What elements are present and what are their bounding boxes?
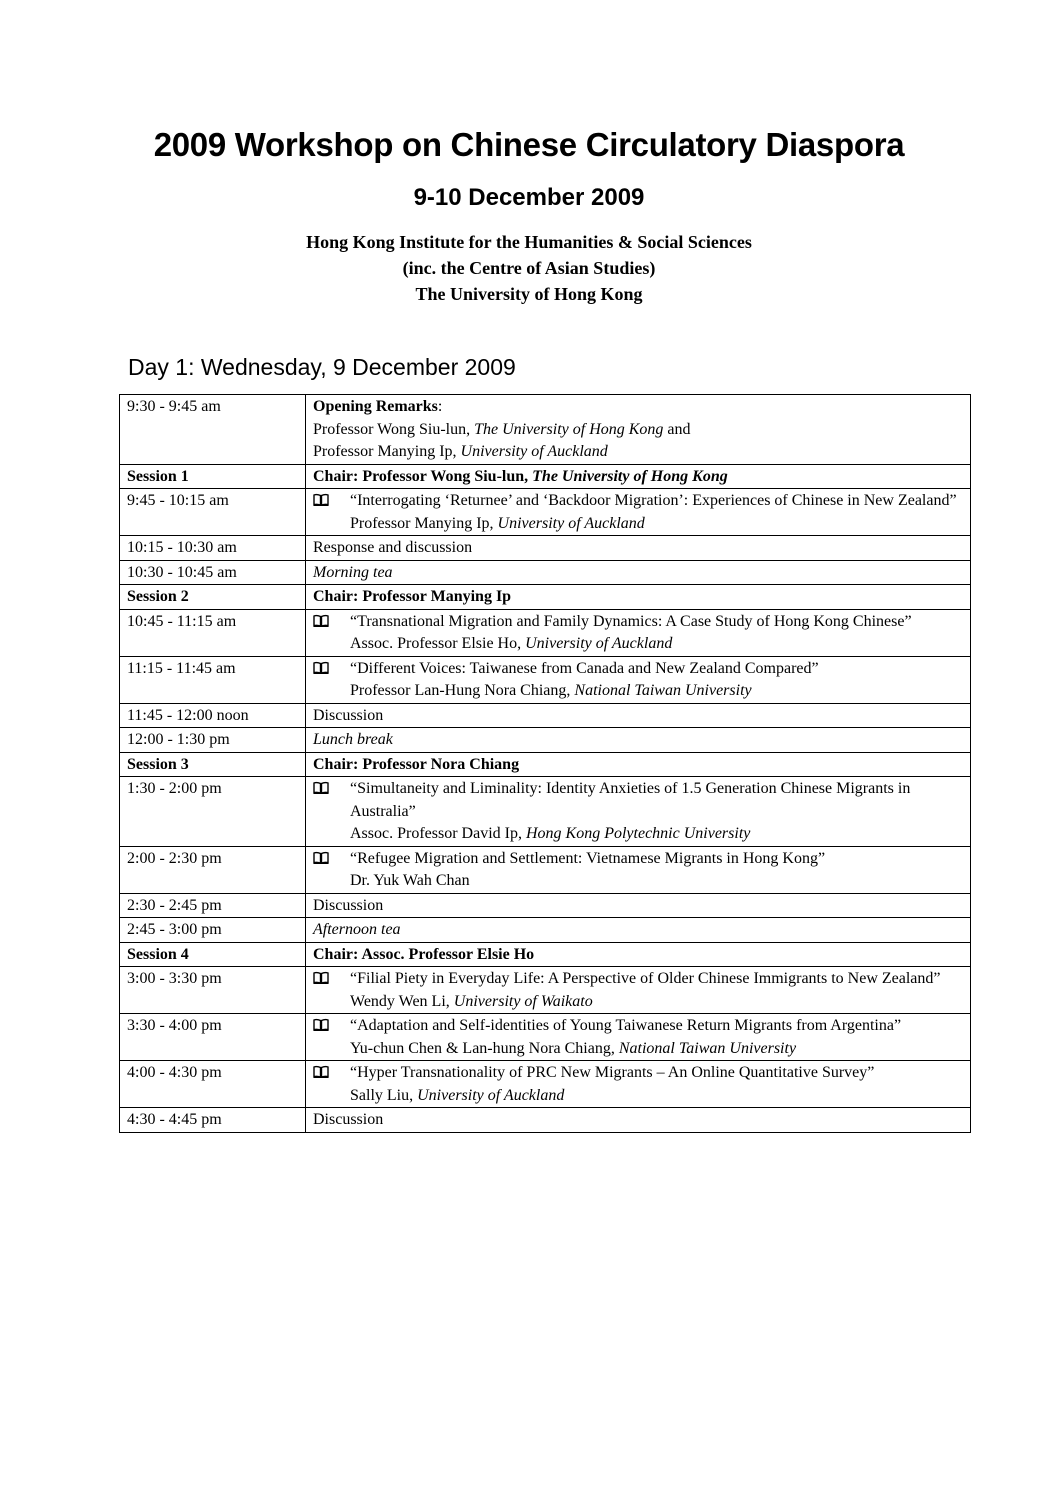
speaker-name: Sally Liu, <box>350 1086 418 1104</box>
time-slot: 12:00 - 1:30 pm <box>127 731 230 748</box>
session-chair <box>313 466 964 489</box>
time-cell <box>120 1108 306 1133</box>
break-label: Lunch break <box>313 731 393 748</box>
schedule-row <box>120 656 971 703</box>
talk-title: “Filial Piety in Everyday Life: A Perspective of Older Chinese Immigrants to New Zealand” <box>350 970 941 987</box>
schedule-row <box>120 1014 971 1061</box>
content-cell <box>306 489 971 536</box>
day-heading: Day 1: Wednesday, 9 December 2009 <box>128 354 516 380</box>
talk-title: “Simultaneity and Liminality: Identity Anxieties of 1.5 Generation Chinese Migrants in Australia” <box>350 780 911 820</box>
time-slot: 4:00 - 4:30 pm <box>127 1064 222 1081</box>
speaker-name: Professor Manying Ip, <box>350 514 498 532</box>
content-cell <box>306 893 971 918</box>
content-cell <box>306 585 971 610</box>
talk-entry <box>313 490 964 535</box>
break-label: Morning tea <box>313 563 393 581</box>
schedule-row <box>120 703 971 728</box>
talk-speaker-line <box>350 1085 964 1108</box>
talk-speaker-line <box>350 513 964 536</box>
schedule-body <box>120 395 971 1133</box>
content-cell <box>306 777 971 847</box>
time-cell <box>120 609 306 656</box>
schedule-row <box>120 728 971 753</box>
talk-title: “Transnational Migration and Family Dynamics: A Case Study of Hong Kong Chinese” <box>350 612 912 630</box>
schedule-row <box>120 918 971 943</box>
time-cell <box>120 560 306 585</box>
talk-entry <box>313 968 964 1013</box>
time-slot: 11:15 - 11:45 am <box>127 659 236 677</box>
time-cell <box>120 918 306 943</box>
schedule-row <box>120 846 971 893</box>
content-cell <box>306 656 971 703</box>
open-book-icon <box>313 848 350 893</box>
time-slot: 2:45 - 3:00 pm <box>127 921 222 938</box>
speaker-affiliation: National Taiwan University <box>574 682 752 699</box>
talk-body <box>350 658 964 703</box>
schedule-row <box>120 395 971 465</box>
time-cell <box>120 536 306 561</box>
talk-title: “Interrogating ‘Returnee’ and ‘Backdoor Migration’: Experiences of Chinese in New Zealand” <box>350 492 957 509</box>
speaker-affiliation: University of Auckland <box>460 443 608 460</box>
chair-name: : Professor Wong Siu-lun, <box>353 467 533 485</box>
talk-title: “Hyper Transnationality of PRC New Migrants – An Online Quantitative Survey” <box>350 1064 875 1081</box>
time-cell <box>120 893 306 918</box>
opening-heading <box>313 396 964 419</box>
speaker-name: Professor Wong Siu-lun, <box>313 420 475 438</box>
schedule-row <box>120 777 971 847</box>
content-cell <box>306 703 971 728</box>
speaker-affiliation: University of Auckland <box>417 1086 565 1104</box>
opening-speaker-line <box>313 419 964 442</box>
time-cell <box>120 728 306 753</box>
content-cell <box>306 395 971 465</box>
schedule-row <box>120 585 971 610</box>
schedule-row <box>120 464 971 489</box>
time-slot: 9:30 - 9:45 am <box>127 398 221 415</box>
speaker-name: Assoc. Professor Elsie Ho, <box>350 635 526 652</box>
time-cell <box>120 585 306 610</box>
talk-body <box>350 968 964 1013</box>
time-slot: 9:45 - 10:15 am <box>127 492 229 509</box>
time-cell <box>120 942 306 967</box>
chair-affiliation: The University of Hong Kong <box>532 467 728 485</box>
time-cell <box>120 395 306 465</box>
activity-label: Discussion <box>313 896 384 914</box>
schedule-row <box>120 752 971 777</box>
talk-entry <box>313 848 964 893</box>
time-slot: 2:00 - 2:30 pm <box>127 849 222 867</box>
session-chair <box>313 586 964 609</box>
talk-entry <box>313 778 964 846</box>
institution-block <box>0 229 1058 307</box>
workshop-dates: 9-10 December 2009 <box>413 184 645 211</box>
open-book-icon <box>313 611 350 656</box>
talk-title: “Different Voices: Taiwanese from Canada and New Zealand Compared” <box>350 659 819 677</box>
content-cell <box>306 560 971 585</box>
talk-body <box>350 490 964 535</box>
chair-prefix: Chair <box>313 588 353 605</box>
chair-prefix: Chair <box>313 467 353 485</box>
time-cell <box>120 1061 306 1108</box>
open-book-icon <box>313 1015 350 1060</box>
break-label: Afternoon tea <box>313 921 401 938</box>
content-cell <box>306 1061 971 1108</box>
schedule-row <box>120 893 971 918</box>
content-cell <box>306 752 971 777</box>
institution-line: Hong Kong Institute for the Humanities & Social Sciences <box>306 232 752 252</box>
talk-entry <box>313 1062 964 1107</box>
talk-speaker-line <box>350 1038 964 1061</box>
workshop-title: 2009 Workshop on Chinese Circulatory Diaspora <box>153 126 905 163</box>
content-cell <box>306 728 971 753</box>
time-slot: 3:30 - 4:00 pm <box>127 1017 222 1034</box>
speaker-affiliation: University of Waikato <box>453 992 593 1010</box>
schedule-row <box>120 1061 971 1108</box>
content-cell <box>306 918 971 943</box>
talk-body <box>350 848 964 893</box>
open-book-icon <box>313 658 350 703</box>
schedule-row <box>120 967 971 1014</box>
content-cell <box>306 464 971 489</box>
speaker-name: Professor Manying Ip, <box>313 443 461 460</box>
content-cell <box>306 1014 971 1061</box>
activity-label: Response and discussion <box>313 539 473 556</box>
time-slot: 2:30 - 2:45 pm <box>127 896 222 914</box>
speaker-affiliation: University of Auckland <box>497 514 645 532</box>
speaker-affiliation: University of Auckland <box>525 635 673 652</box>
chair-prefix: Chair <box>313 945 353 963</box>
time-cell <box>120 703 306 728</box>
speaker-affiliation: The University of Hong Kong <box>474 420 664 438</box>
institution-line: The University of Hong Kong <box>415 284 643 304</box>
talk-body <box>350 1015 964 1060</box>
time-slot: 11:45 - 12:00 noon <box>127 706 249 724</box>
speaker-affiliation: Hong Kong Polytechnic University <box>525 825 751 842</box>
chair-prefix: Chair <box>313 755 353 773</box>
schedule-row <box>120 489 971 536</box>
speaker-name: Dr. Yuk Wah Chan <box>350 872 470 889</box>
time-cell <box>120 489 306 536</box>
time-slot: 3:00 - 3:30 pm <box>127 970 222 987</box>
time-slot: 10:30 - 10:45 am <box>127 563 237 581</box>
punctuation: : <box>437 398 443 415</box>
talk-speaker-line <box>350 823 964 846</box>
talk-entry <box>313 1015 964 1060</box>
time-cell <box>120 752 306 777</box>
speaker-affiliation: National Taiwan University <box>618 1039 797 1057</box>
time-cell <box>120 1014 306 1061</box>
speaker-name: Wendy Wen Li, <box>350 992 454 1010</box>
talk-entry <box>313 658 964 703</box>
activity-label: Discussion <box>313 706 384 724</box>
open-book-icon <box>313 968 350 1013</box>
opening-speaker-line <box>313 441 964 464</box>
content-cell <box>306 609 971 656</box>
talk-speaker-line <box>350 870 964 893</box>
session-label: Session 4 <box>127 945 189 963</box>
connector-text: and <box>663 420 691 438</box>
time-slot: 10:15 - 10:30 am <box>127 539 237 556</box>
content-cell <box>306 967 971 1014</box>
time-slot: 10:45 - 11:15 am <box>127 612 237 630</box>
talk-entry <box>313 611 964 656</box>
schedule-row <box>120 942 971 967</box>
talk-title: “Adaptation and Self-identities of Young Taiwanese Return Migrants from Argentina” <box>350 1017 902 1034</box>
talk-title: “Refugee Migration and Settlement: Vietnamese Migrants in Hong Kong” <box>350 849 826 867</box>
talk-speaker-line <box>350 991 964 1014</box>
speaker-name: Assoc. Professor David Ip, <box>350 825 526 842</box>
content-cell <box>306 942 971 967</box>
time-slot: 1:30 - 2:00 pm <box>127 780 222 797</box>
activity-label: Discussion <box>313 1111 384 1128</box>
open-book-icon <box>313 778 350 846</box>
time-cell <box>120 967 306 1014</box>
talk-body <box>350 778 964 846</box>
time-cell <box>120 464 306 489</box>
talk-body <box>350 611 964 656</box>
schedule-row <box>120 560 971 585</box>
chair-name: : Professor Manying Ip <box>353 588 512 605</box>
open-book-icon <box>313 490 350 535</box>
schedule-row <box>120 609 971 656</box>
talk-speaker-line <box>350 633 964 656</box>
content-cell <box>306 1108 971 1133</box>
session-chair <box>313 944 964 967</box>
session-label: Session 1 <box>127 467 189 485</box>
chair-name: : Professor Nora Chiang <box>353 755 520 773</box>
schedule-row <box>120 1108 971 1133</box>
content-cell <box>306 536 971 561</box>
opening-label: Opening Remarks <box>313 398 438 415</box>
schedule-table <box>119 394 971 1133</box>
chair-name: : Assoc. Professor Elsie Ho <box>353 945 535 963</box>
speaker-name: Professor Lan-Hung Nora Chiang, <box>350 682 575 699</box>
open-book-icon <box>313 1062 350 1107</box>
time-cell <box>120 846 306 893</box>
speaker-name: Yu-chun Chen & Lan-hung Nora Chiang, <box>350 1039 619 1057</box>
talk-speaker-line <box>350 680 964 703</box>
time-cell <box>120 777 306 847</box>
institution-line: (inc. the Centre of Asian Studies) <box>402 258 656 278</box>
content-cell <box>306 846 971 893</box>
talk-body <box>350 1062 964 1107</box>
session-label: Session 3 <box>127 755 189 773</box>
schedule-row <box>120 536 971 561</box>
time-slot: 4:30 - 4:45 pm <box>127 1111 222 1128</box>
session-label: Session 2 <box>127 588 189 605</box>
time-cell <box>120 656 306 703</box>
session-chair <box>313 754 964 777</box>
